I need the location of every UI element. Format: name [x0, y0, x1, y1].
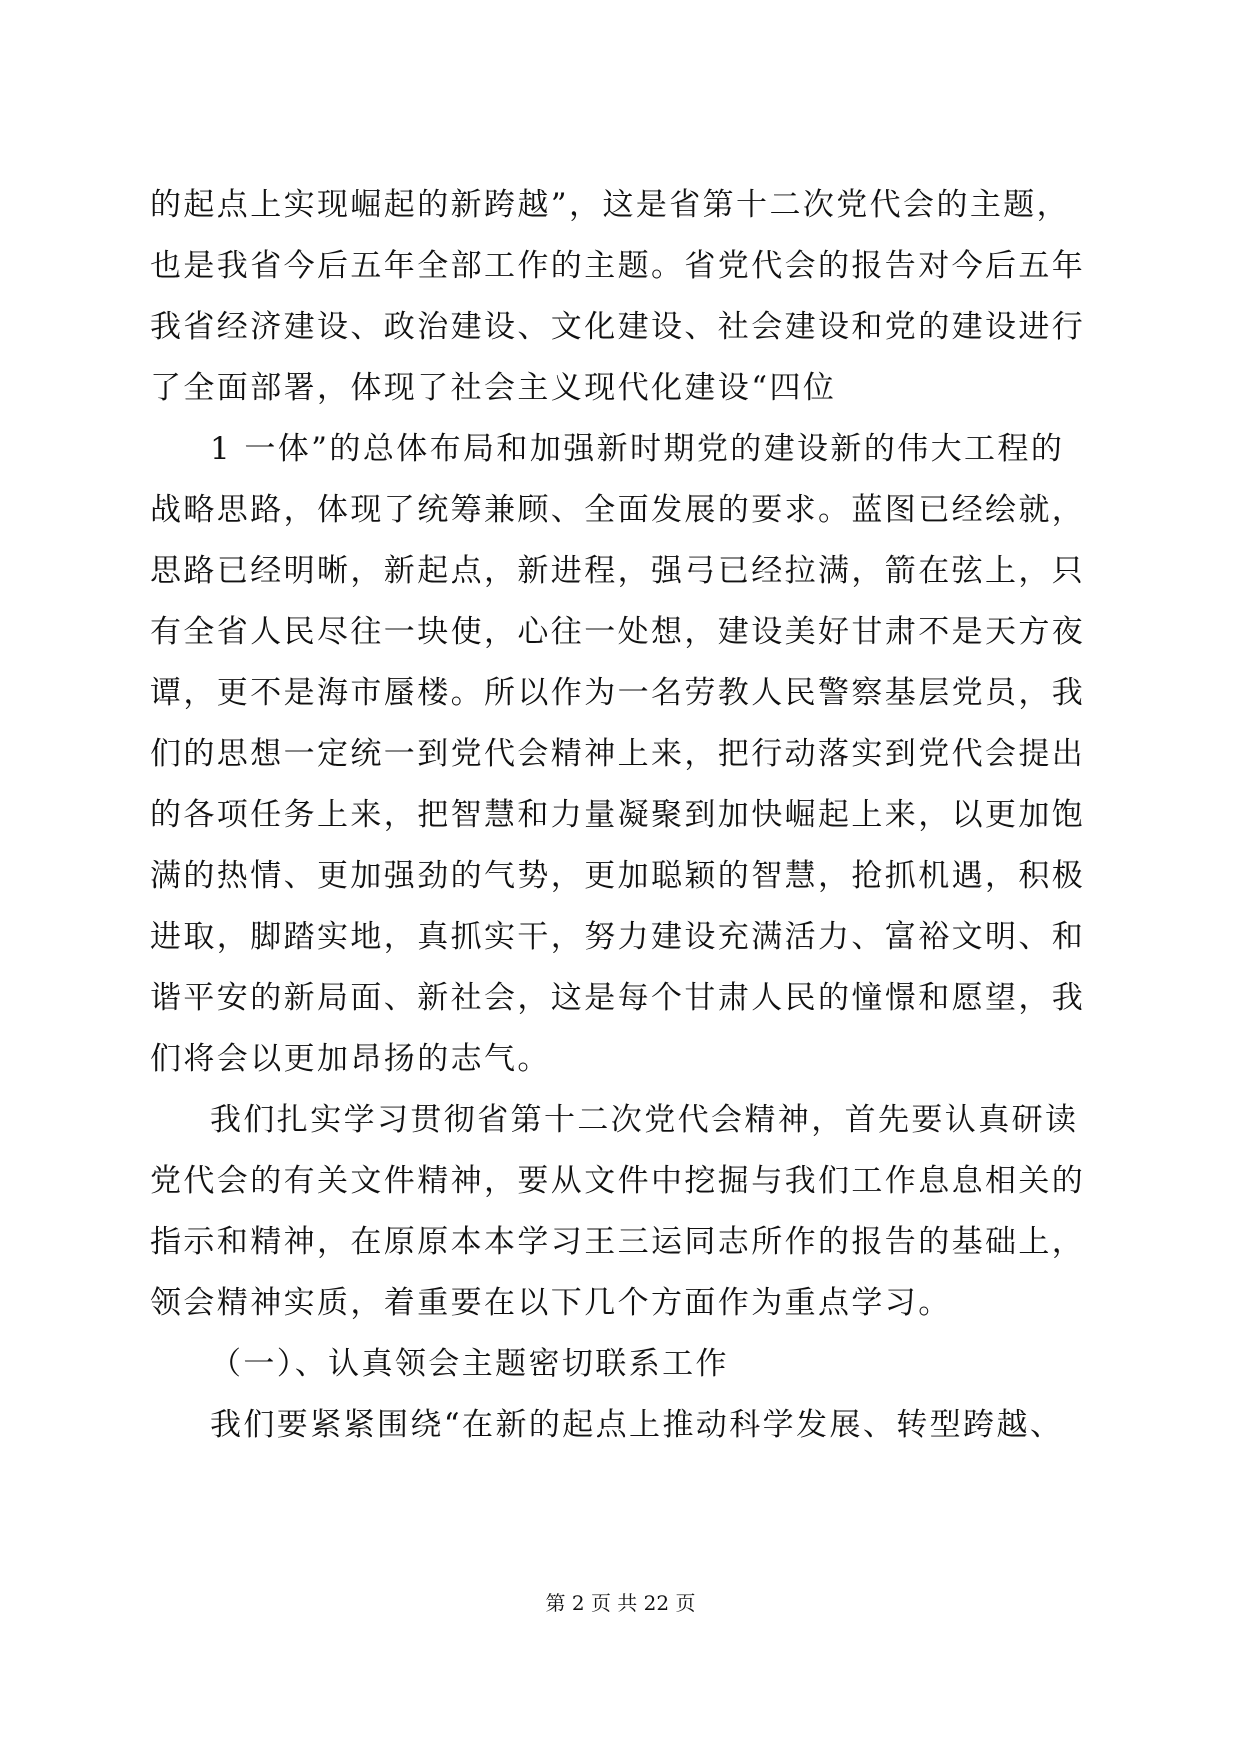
text-line: 领会精神实质，着重要在以下几个方面作为重点学习。	[150, 1285, 952, 1321]
text-line: 的各项任务上来，把智慧和力量凝聚到加快崛起上来，以更加饱	[150, 797, 1086, 833]
text-line: 们将会以更加昂扬的志气。	[150, 1041, 551, 1077]
page-number-footer: 第 2 页 共 22 页	[545, 1591, 696, 1615]
text-line: 我们扎实学习贯彻省第十二次党代会精神，首先要认真研读	[210, 1102, 1079, 1138]
section-heading: （一）、认真领会主题密切联系工作	[210, 1346, 729, 1382]
text-line: 指示和精神，在原原本本学习王三运同志所作的报告的基础上，	[150, 1224, 1086, 1260]
text-line: 进取，脚踏实地，真抓实干，努力建设充满活力、富裕文明、和	[150, 919, 1086, 955]
text-line: 1 一体”的总体布局和加强新时期党的建设新的伟大工程的	[210, 431, 1065, 467]
text-line: 我们要紧紧围绕“在新的起点上推动科学发展、转型跨越、	[210, 1407, 1064, 1443]
text-line: 党代会的有关文件精神，要从文件中挖掘与我们工作息息相关的	[150, 1163, 1086, 1199]
text-line: 我省经济建设、政治建设、文化建设、社会建设和党的建设进行	[150, 309, 1086, 345]
text-line: 谭，更不是海市蜃楼。所以作为一名劳教人民警察基层党员，我	[150, 675, 1086, 711]
text-line: 思路已经明晰，新起点，新进程，强弓已经拉满，箭在弦上，只	[150, 553, 1086, 589]
text-line: 满的热情、更加强劲的气势，更加聪颖的智慧，抢抓机遇，积极	[150, 858, 1086, 894]
text-line: 谐平安的新局面、新社会，这是每个甘肃人民的憧憬和愿望，我	[150, 980, 1086, 1016]
text-line: 的起点上实现崛起的新跨越”，这是省第十二次党代会的主题，	[150, 187, 1071, 223]
text-line: 有全省人民尽往一块使，心往一处想，建设美好甘肃不是天方夜	[150, 614, 1086, 650]
text-line: 了全面部署，体现了社会主义现代化建设“四位	[150, 370, 837, 406]
text-line: 们的思想一定统一到党代会精神上来，把行动落实到党代会提出	[150, 736, 1086, 772]
text-line: 也是我省今后五年全部工作的主题。省党代会的报告对今后五年	[150, 248, 1086, 284]
text-line: 战略思路，体现了统筹兼顾、全面发展的要求。蓝图已经绘就，	[150, 492, 1086, 528]
